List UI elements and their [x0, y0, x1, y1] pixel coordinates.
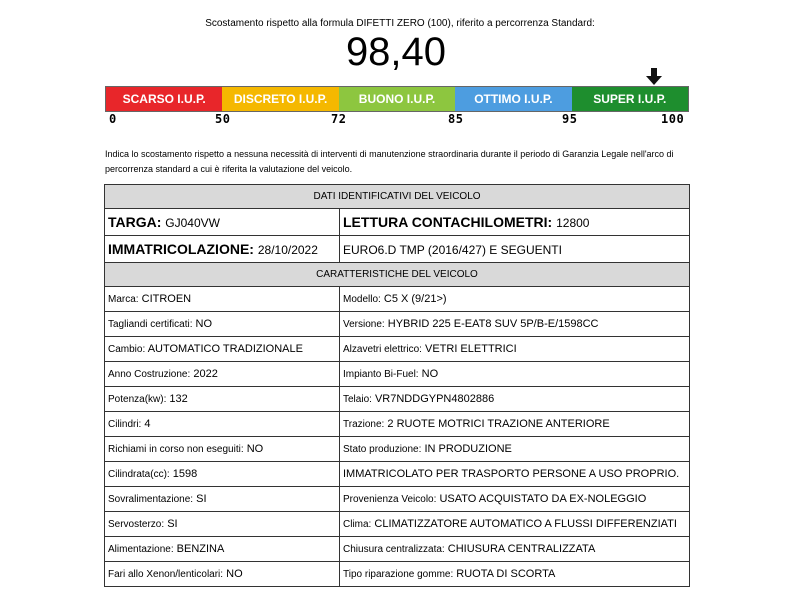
spec-cell: [340, 337, 690, 362]
spec-value: USATO ACQUISTATO DA EX-NOLEGGIO: [439, 493, 647, 505]
spec-label: Stato produzione:: [343, 444, 422, 455]
score-subtitle: Scostamento rispetto alla formula DIFETTI ZERO (100), riferito a percorrenza Standard:: [205, 18, 595, 29]
spec-label: Potenza(kw):: [108, 394, 167, 405]
table-row: [105, 287, 690, 312]
spec-label: Sovralimentazione:: [108, 494, 194, 505]
spec-label: Provenienza Veicolo:: [343, 494, 437, 505]
vehicle-data-table: [104, 184, 690, 587]
spec-value: 1598: [172, 468, 198, 480]
spec-cell: [105, 337, 340, 362]
spec-label: Tipo riparazione gomme:: [343, 569, 454, 580]
spec-label: Cilindri:: [108, 419, 142, 430]
registration-cell: [105, 236, 340, 263]
spec-value: CLIMATIZZATORE AUTOMATICO A FLUSSI DIFFERENZIATI: [374, 518, 677, 530]
spec-value: CHIUSURA CENTRALIZZATA: [447, 543, 596, 555]
score-marker-icon: [645, 68, 663, 86]
spec-label: Marca:: [108, 294, 139, 305]
spec-value: NO: [226, 568, 243, 580]
spec-value: NO: [246, 443, 264, 455]
score-description: Indica lo scostamento rispetto a nessuna necessità di interventi di manutenzione straordinaria durante il periodo di Garanzia Legale nell'arco di percorrenza standard a cui è riferita la valutazione del veicolo.: [105, 149, 674, 174]
spec-value: BENZINA: [176, 543, 225, 555]
spec-cell: [340, 437, 690, 462]
spec-value: NO: [195, 318, 213, 330]
spec-rows: [105, 287, 690, 587]
spec-value: CITROEN: [141, 293, 192, 305]
spec-value: IMMATRICOLATO PER TRASPORTO PERSONE A USO PROPRIO.: [343, 468, 680, 480]
spec-value: IN PRODUZIONE: [424, 443, 512, 455]
spec-label: Cilindrata(cc):: [108, 469, 170, 480]
spec-value: 2 RUOTE MOTRICI TRAZIONE ANTERIORE: [387, 418, 610, 430]
spec-value: RUOTA DI SCORTA: [456, 568, 556, 580]
spec-cell: [340, 512, 690, 537]
spec-cell: [340, 362, 690, 387]
spec-cell: [105, 512, 340, 537]
tick-label: 72: [331, 112, 347, 126]
table-row: [105, 562, 690, 587]
tick-label: 50: [215, 112, 231, 126]
score-value: 98,40: [345, 30, 447, 74]
targa-label: TARGA:: [108, 214, 162, 230]
scale-segment-ottimo: OTTIMO I.U.P.: [455, 87, 571, 111]
spec-value: 2022: [193, 368, 218, 380]
spec-value: SI: [196, 493, 207, 505]
spec-label: Telaio:: [343, 394, 372, 405]
spec-value: VR7NDDGYPN4802886: [374, 393, 495, 405]
spec-cell: [105, 562, 340, 587]
tick-label: 100: [661, 112, 685, 126]
spec-value: NO: [421, 368, 439, 380]
spec-value: 4: [144, 418, 151, 430]
spec-label: Chiusura centralizzata:: [343, 544, 445, 555]
spec-cell: [105, 387, 340, 412]
rating-scale: [105, 86, 689, 112]
scale-segment-scarso: SCARSO I.U.P.: [106, 87, 222, 111]
spec-label: Impianto Bi-Fuel:: [343, 369, 419, 380]
spec-label: Alzavetri elettrico:: [343, 344, 422, 355]
spec-label: Trazione:: [343, 419, 385, 430]
spec-cell: [105, 487, 340, 512]
table-row: [105, 437, 690, 462]
spec-cell: [105, 312, 340, 337]
table-row: [105, 537, 690, 562]
registration-value: 28/10/2022: [257, 243, 318, 257]
spec-cell: [105, 362, 340, 387]
scale-segment-discreto: DISCRETO I.U.P.: [222, 87, 338, 111]
spec-label: Anno Costruzione:: [108, 369, 191, 380]
euro-class-value: EURO6.D TMP (2016/427) E SEGUENTI: [343, 243, 562, 257]
odometer-cell: [340, 209, 690, 236]
euro-cell: [340, 236, 690, 263]
table-row: [105, 462, 690, 487]
scale-segment-buono: BUONO I.U.P.: [339, 87, 455, 111]
odometer-label: LETTURA CONTACHILOMETRI:: [343, 214, 553, 230]
targa-value: GJ040VW: [165, 216, 220, 230]
spec-cell: [340, 537, 690, 562]
spec-value: HYBRID 225 E-EAT8 SUV 5P/B-E/1598CC: [387, 318, 599, 330]
table-row: [105, 512, 690, 537]
spec-cell: [340, 412, 690, 437]
spec-label: Modello:: [343, 294, 381, 305]
spec-label: Fari allo Xenon/lenticolari:: [108, 569, 224, 580]
scale-ticks: [105, 112, 689, 126]
table-row: [105, 337, 690, 362]
spec-cell: [340, 312, 690, 337]
tick-label: 95: [562, 112, 578, 126]
table-row: [105, 487, 690, 512]
targa-cell: [105, 209, 340, 236]
registration-label: IMMATRICOLAZIONE:: [108, 241, 254, 257]
odometer-value: 12800: [556, 216, 590, 230]
spec-label: Richiami in corso non eseguiti:: [108, 444, 244, 455]
spec-cell: [105, 412, 340, 437]
table-row: [105, 387, 690, 412]
section-title-ident: DATI IDENTIFICATIVI DEL VEICOLO: [105, 185, 690, 209]
spec-value: C5 X (9/21>): [383, 293, 447, 305]
spec-cell: [340, 287, 690, 312]
tick-label: 0: [109, 112, 117, 126]
spec-cell: [105, 462, 340, 487]
spec-cell: [105, 437, 340, 462]
scale-segment-super: SUPER I.U.P.: [572, 87, 688, 111]
spec-label: Clima:: [343, 519, 372, 530]
spec-label: Cambio:: [108, 344, 146, 355]
spec-value: SI: [167, 518, 178, 530]
table-row: [105, 312, 690, 337]
spec-value: 132: [169, 393, 188, 405]
spec-label: Tagliandi certificati:: [108, 319, 193, 330]
spec-cell: [105, 537, 340, 562]
spec-cell: [340, 487, 690, 512]
spec-value: VETRI ELETTRICI: [424, 343, 517, 355]
tick-label: 85: [448, 112, 464, 126]
spec-value: AUTOMATICO TRADIZIONALE: [147, 343, 303, 355]
table-row: [105, 412, 690, 437]
spec-label: Alimentazione:: [108, 544, 174, 555]
spec-cell: [340, 462, 690, 487]
spec-cell: [340, 562, 690, 587]
table-row: [105, 362, 690, 387]
spec-cell: [105, 287, 340, 312]
spec-label: Versione:: [343, 319, 385, 330]
spec-label: Servosterzo:: [108, 519, 165, 530]
section-title-specs: CARATTERISTICHE DEL VEICOLO: [105, 263, 690, 287]
spec-cell: [340, 387, 690, 412]
